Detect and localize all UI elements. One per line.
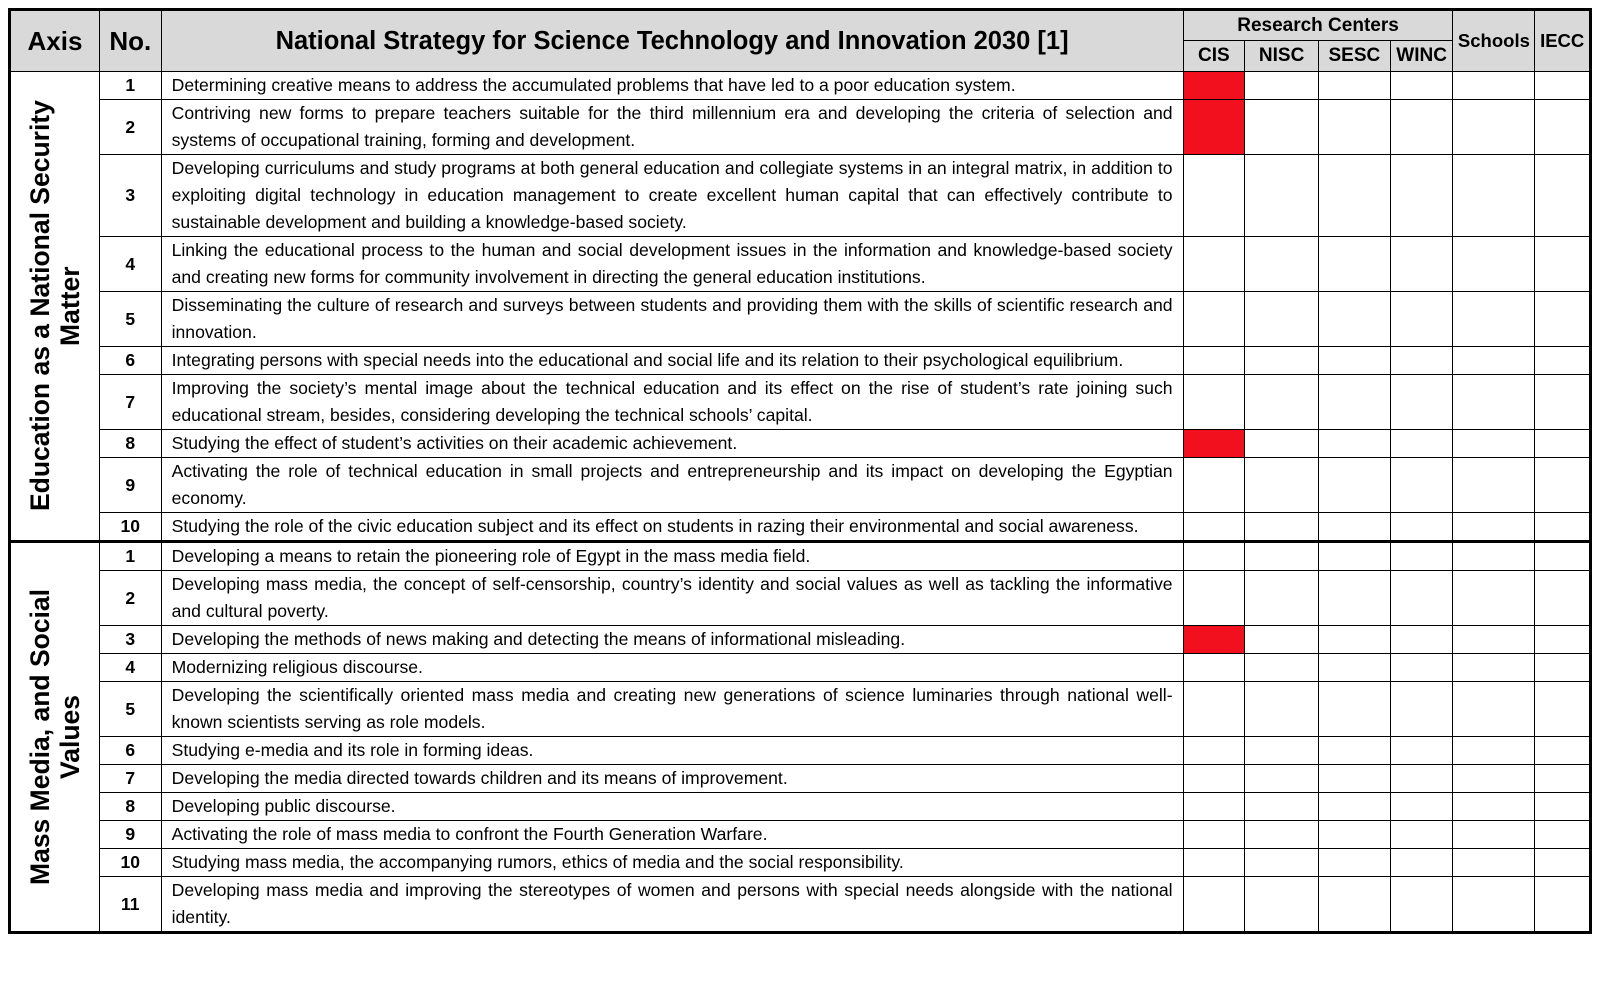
schools-cell — [1453, 765, 1535, 793]
cis-cell — [1183, 571, 1245, 626]
iecc-cell — [1535, 542, 1591, 571]
winc-cell — [1390, 513, 1453, 542]
strategy-item-text: Developing public discourse. — [161, 793, 1183, 821]
cis-cell — [1183, 513, 1245, 542]
table-row — [10, 100, 1591, 155]
row-number: 9 — [99, 458, 161, 513]
row-number: 3 — [99, 626, 161, 654]
sesc-cell — [1319, 821, 1391, 849]
schools-cell — [1453, 458, 1535, 513]
row-number: 4 — [99, 654, 161, 682]
row-number: 8 — [99, 793, 161, 821]
winc-cell — [1390, 347, 1453, 375]
strategy-item-text: Developing curriculums and study programs at both general education and collegiate systems in an integral matrix, in addition to exploiting digital technology in education management to create excellent human capital that can effectively contribute to sustainable development and building a knowledge-based society. — [161, 155, 1183, 237]
iecc-cell — [1535, 793, 1591, 821]
cis-cell — [1183, 458, 1245, 513]
nisc-cell — [1245, 821, 1319, 849]
table-row — [10, 682, 1591, 737]
strategy-item-text: Studying the role of the civic education subject and its effect on students in razing their environmental and social awareness. — [161, 513, 1183, 542]
iecc-header: IECC — [1535, 10, 1591, 72]
table-row — [10, 793, 1591, 821]
winc-cell — [1390, 542, 1453, 571]
iecc-cell — [1535, 682, 1591, 737]
table-row — [10, 765, 1591, 793]
axis-label: Education as a National Security Matter — [24, 100, 85, 512]
strategy-item-text: Determining creative means to address the accumulated problems that have led to a poor education system. — [161, 72, 1183, 100]
iecc-cell — [1535, 654, 1591, 682]
sesc-cell — [1319, 155, 1391, 237]
nisc-cell — [1245, 72, 1319, 100]
strategy-table-body — [10, 72, 1591, 933]
cis-cell — [1183, 375, 1245, 430]
winc-cell — [1390, 292, 1453, 347]
table-row — [10, 571, 1591, 626]
table-row — [10, 72, 1591, 100]
cis-cell-highlighted — [1183, 626, 1245, 654]
winc-cell — [1390, 682, 1453, 737]
cis-cell-highlighted — [1183, 72, 1245, 100]
row-number: 5 — [99, 682, 161, 737]
row-number: 1 — [99, 72, 161, 100]
strategy-item-text: Developing mass media, the concept of self-censorship, country’s identity and social values as well as tackling the informative and cultural poverty. — [161, 571, 1183, 626]
table-row — [10, 654, 1591, 682]
schools-cell — [1453, 430, 1535, 458]
winc-cell — [1390, 737, 1453, 765]
winc-cell — [1390, 793, 1453, 821]
strategy-table-container — [8, 8, 1592, 934]
strategy-item-text: Developing a means to retain the pioneering role of Egypt in the mass media field. — [161, 542, 1183, 571]
winc-cell — [1390, 458, 1453, 513]
strategy-item-text: Studying the effect of student’s activities on their academic achievement. — [161, 430, 1183, 458]
schools-cell — [1453, 237, 1535, 292]
nisc-cell — [1245, 654, 1319, 682]
nisc-cell — [1245, 513, 1319, 542]
strategy-item-text: Developing the methods of news making and detecting the means of informational misleading. — [161, 626, 1183, 654]
nisc-cell — [1245, 430, 1319, 458]
sesc-cell — [1319, 292, 1391, 347]
table-row — [10, 347, 1591, 375]
table-row — [10, 849, 1591, 877]
cis-cell — [1183, 877, 1245, 933]
research-centers-header: Research Centers — [1183, 10, 1453, 41]
nisc-header: NISC — [1245, 41, 1319, 72]
row-number: 2 — [99, 571, 161, 626]
row-number: 4 — [99, 237, 161, 292]
strategy-table — [8, 8, 1592, 934]
table-row — [10, 292, 1591, 347]
table-row — [10, 458, 1591, 513]
winc-cell — [1390, 571, 1453, 626]
schools-cell — [1453, 849, 1535, 877]
schools-cell — [1453, 821, 1535, 849]
strategy-item-text: Modernizing religious discourse. — [161, 654, 1183, 682]
nisc-cell — [1245, 237, 1319, 292]
strategy-item-text: Developing the scientifically oriented mass media and creating new generations of science luminaries through national well-known scientists serving as role models. — [161, 682, 1183, 737]
row-number: 10 — [99, 513, 161, 542]
table-row — [10, 237, 1591, 292]
nisc-cell — [1245, 347, 1319, 375]
nisc-cell — [1245, 458, 1319, 513]
strategy-title-header: National Strategy for Science Technology and Innovation 2030 [1] — [161, 10, 1183, 72]
strategy-item-text: Improving the society’s mental image about the technical education and its effect on the rise of student’s rate joining such educational stream, besides, considering developing the technical schools’ capital. — [161, 375, 1183, 430]
strategy-item-text: Developing mass media and improving the stereotypes of women and persons with special needs alongside with the national identity. — [161, 877, 1183, 933]
axis-cell — [10, 72, 100, 542]
row-number: 8 — [99, 430, 161, 458]
table-row — [10, 513, 1591, 542]
sesc-cell — [1319, 654, 1391, 682]
table-row — [10, 375, 1591, 430]
iecc-cell — [1535, 375, 1591, 430]
winc-cell — [1390, 375, 1453, 430]
strategy-item-text: Activating the role of mass media to confront the Fourth Generation Warfare. — [161, 821, 1183, 849]
table-row — [10, 737, 1591, 765]
axis-header: Axis — [10, 10, 100, 72]
table-row — [10, 877, 1591, 933]
sesc-cell — [1319, 682, 1391, 737]
schools-cell — [1453, 654, 1535, 682]
cis-cell — [1183, 849, 1245, 877]
nisc-cell — [1245, 626, 1319, 654]
row-number: 11 — [99, 877, 161, 933]
sesc-cell — [1319, 793, 1391, 821]
cis-cell — [1183, 654, 1245, 682]
row-number: 6 — [99, 737, 161, 765]
winc-header: WINC — [1390, 41, 1453, 72]
nisc-cell — [1245, 571, 1319, 626]
axis-cell — [10, 542, 100, 933]
sesc-cell — [1319, 458, 1391, 513]
cis-cell-highlighted — [1183, 430, 1245, 458]
cis-cell — [1183, 821, 1245, 849]
cis-cell — [1183, 737, 1245, 765]
table-row — [10, 821, 1591, 849]
schools-cell — [1453, 292, 1535, 347]
number-header: No. — [99, 10, 161, 72]
sesc-cell — [1319, 737, 1391, 765]
schools-cell — [1453, 626, 1535, 654]
row-number: 10 — [99, 849, 161, 877]
sesc-cell — [1319, 375, 1391, 430]
schools-cell — [1453, 571, 1535, 626]
row-number: 1 — [99, 542, 161, 571]
table-row — [10, 542, 1591, 571]
table-row — [10, 155, 1591, 237]
schools-header: Schools — [1453, 10, 1535, 72]
winc-cell — [1390, 72, 1453, 100]
iecc-cell — [1535, 626, 1591, 654]
cis-header: CIS — [1183, 41, 1245, 72]
iecc-cell — [1535, 347, 1591, 375]
cis-cell — [1183, 542, 1245, 571]
sesc-cell — [1319, 430, 1391, 458]
strategy-item-text: Disseminating the culture of research and surveys between students and providing them with the skills of scientific research and innovation. — [161, 292, 1183, 347]
nisc-cell — [1245, 542, 1319, 571]
sesc-cell — [1319, 72, 1391, 100]
iecc-cell — [1535, 737, 1591, 765]
schools-cell — [1453, 375, 1535, 430]
winc-cell — [1390, 821, 1453, 849]
nisc-cell — [1245, 100, 1319, 155]
sesc-cell — [1319, 100, 1391, 155]
iecc-cell — [1535, 849, 1591, 877]
cis-cell — [1183, 237, 1245, 292]
row-number: 6 — [99, 347, 161, 375]
nisc-cell — [1245, 375, 1319, 430]
row-number: 7 — [99, 375, 161, 430]
nisc-cell — [1245, 877, 1319, 933]
sesc-cell — [1319, 571, 1391, 626]
row-number: 7 — [99, 765, 161, 793]
table-row — [10, 626, 1591, 654]
sesc-cell — [1319, 877, 1391, 933]
strategy-item-text: Activating the role of technical education in small projects and entrepreneurship and its impact on developing the Egyptian economy. — [161, 458, 1183, 513]
winc-cell — [1390, 155, 1453, 237]
winc-cell — [1390, 849, 1453, 877]
iecc-cell — [1535, 877, 1591, 933]
schools-cell — [1453, 513, 1535, 542]
schools-cell — [1453, 877, 1535, 933]
cis-cell — [1183, 155, 1245, 237]
iecc-cell — [1535, 292, 1591, 347]
strategy-item-text: Studying mass media, the accompanying rumors, ethics of media and the social responsibility. — [161, 849, 1183, 877]
sesc-header: SESC — [1319, 41, 1391, 72]
sesc-cell — [1319, 513, 1391, 542]
cis-cell — [1183, 765, 1245, 793]
nisc-cell — [1245, 737, 1319, 765]
strategy-item-text: Developing the media directed towards children and its means of improvement. — [161, 765, 1183, 793]
schools-cell — [1453, 347, 1535, 375]
sesc-cell — [1319, 237, 1391, 292]
iecc-cell — [1535, 72, 1591, 100]
row-number: 9 — [99, 821, 161, 849]
nisc-cell — [1245, 155, 1319, 237]
iecc-cell — [1535, 458, 1591, 513]
cis-cell-highlighted — [1183, 100, 1245, 155]
nisc-cell — [1245, 793, 1319, 821]
cis-cell — [1183, 793, 1245, 821]
nisc-cell — [1245, 292, 1319, 347]
iecc-cell — [1535, 155, 1591, 237]
nisc-cell — [1245, 682, 1319, 737]
winc-cell — [1390, 100, 1453, 155]
schools-cell — [1453, 737, 1535, 765]
schools-cell — [1453, 682, 1535, 737]
winc-cell — [1390, 765, 1453, 793]
row-number: 3 — [99, 155, 161, 237]
strategy-item-text: Contriving new forms to prepare teachers suitable for the third millennium era and developing the criteria of selection and systems of occupational training, forming and development. — [161, 100, 1183, 155]
schools-cell — [1453, 542, 1535, 571]
iecc-cell — [1535, 821, 1591, 849]
schools-cell — [1453, 793, 1535, 821]
row-number: 5 — [99, 292, 161, 347]
strategy-item-text: Integrating persons with special needs into the educational and social life and its relation to their psychological equilibrium. — [161, 347, 1183, 375]
table-row — [10, 430, 1591, 458]
schools-cell — [1453, 155, 1535, 237]
winc-cell — [1390, 626, 1453, 654]
strategy-item-text: Linking the educational process to the human and social development issues in the information and knowledge-based society and creating new forms for community involvement in directing the general education institutions. — [161, 237, 1183, 292]
cis-cell — [1183, 347, 1245, 375]
sesc-cell — [1319, 542, 1391, 571]
sesc-cell — [1319, 347, 1391, 375]
axis-label: Mass Media, and Social Values — [24, 588, 85, 886]
sesc-cell — [1319, 765, 1391, 793]
cis-cell — [1183, 682, 1245, 737]
nisc-cell — [1245, 849, 1319, 877]
winc-cell — [1390, 237, 1453, 292]
cis-cell — [1183, 292, 1245, 347]
schools-cell — [1453, 72, 1535, 100]
schools-cell — [1453, 100, 1535, 155]
nisc-cell — [1245, 765, 1319, 793]
iecc-cell — [1535, 513, 1591, 542]
strategy-item-text: Studying e-media and its role in forming ideas. — [161, 737, 1183, 765]
sesc-cell — [1319, 849, 1391, 877]
winc-cell — [1390, 654, 1453, 682]
iecc-cell — [1535, 430, 1591, 458]
winc-cell — [1390, 430, 1453, 458]
sesc-cell — [1319, 626, 1391, 654]
iecc-cell — [1535, 765, 1591, 793]
winc-cell — [1390, 877, 1453, 933]
iecc-cell — [1535, 237, 1591, 292]
iecc-cell — [1535, 571, 1591, 626]
row-number: 2 — [99, 100, 161, 155]
iecc-cell — [1535, 100, 1591, 155]
